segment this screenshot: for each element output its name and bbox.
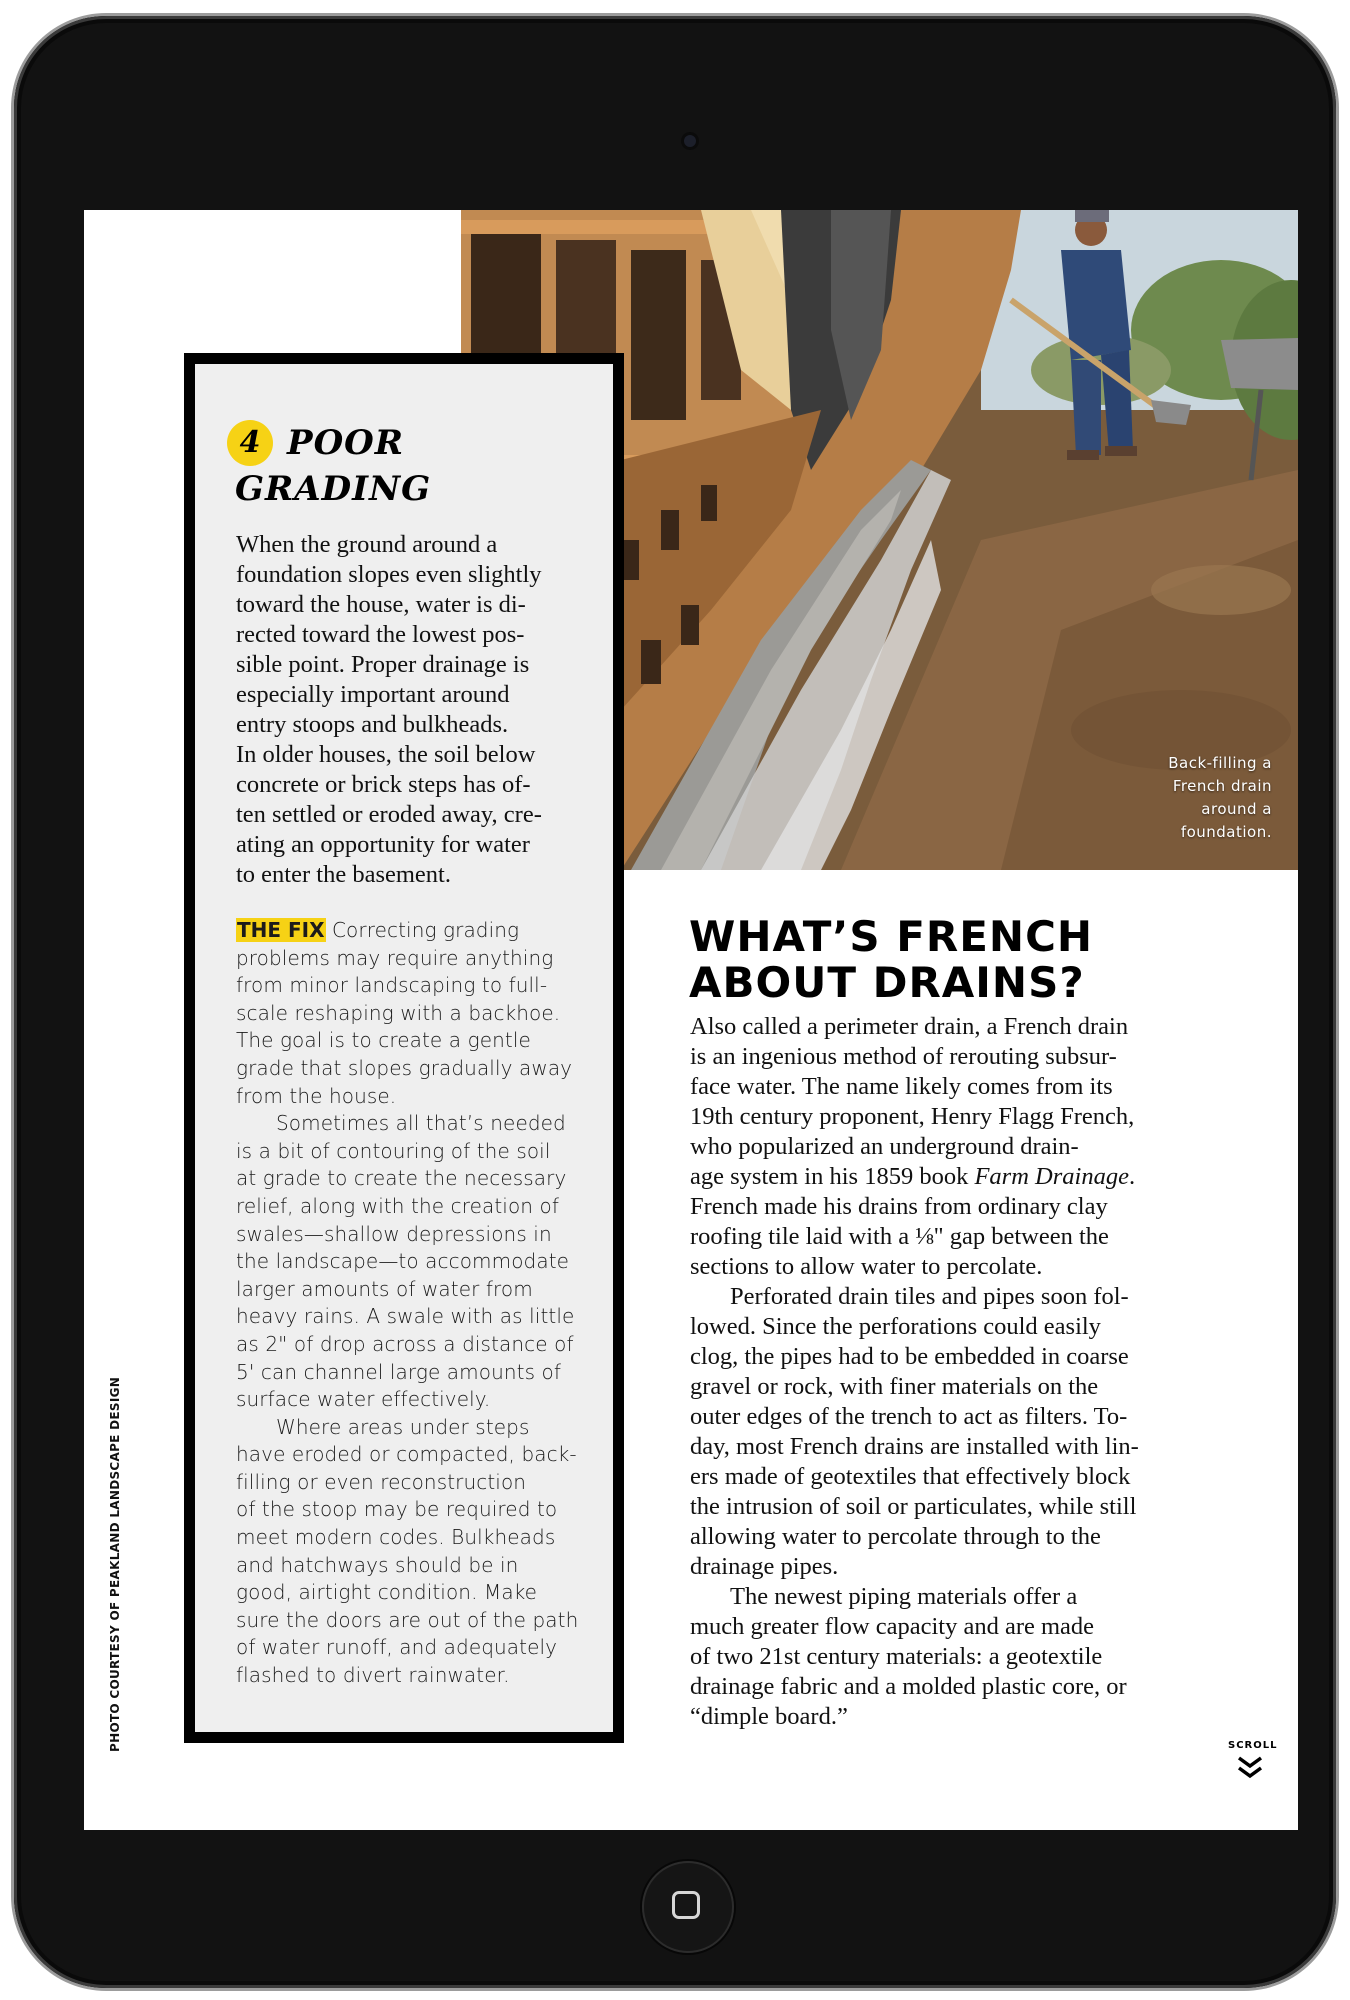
text-line: from the house. (236, 1083, 397, 1108)
book-title: Farm Drainage (974, 1163, 1129, 1190)
text-line (236, 917, 596, 945)
text-line: The goal is to create a gentle (236, 1028, 531, 1053)
text-line: concrete or brick steps has of- (236, 771, 531, 798)
text-line: The newest piping materials offer a (730, 1583, 1078, 1610)
sidebar-intro (236, 530, 591, 890)
camera-icon (684, 135, 696, 147)
text-line: When the ground around a (236, 531, 498, 558)
text-line: of the stoop may be required to (236, 1497, 558, 1522)
caption-line: French drain (1172, 777, 1272, 795)
article-title-line2: ABOUT DRAINS? (689, 958, 1085, 1007)
text-line: who popularized an underground drain- (690, 1133, 1079, 1160)
text-line: 19th century proponent, Henry Flagg French, (690, 1103, 1135, 1130)
caption-line: around a (1201, 800, 1272, 818)
text-line: 5' can channel large amounts of (236, 1359, 562, 1384)
text-line: French made his drains from ordinary clay (690, 1193, 1108, 1220)
text-line: the landscape—to accommodate (236, 1249, 570, 1274)
text-line: “dimple board.” (690, 1703, 848, 1730)
text-line: gravel or rock, with finer materials on the (690, 1373, 1099, 1400)
text-line: flashed to divert rainwater. (236, 1663, 510, 1688)
tablet-frame (14, 16, 1336, 1988)
text-line: meet modern codes. Bulkheads (236, 1525, 556, 1550)
text-line: drainage pipes. (690, 1553, 839, 1580)
text-line: at grade to create the necessary (236, 1166, 567, 1191)
the-fix-label: THE FIX (237, 918, 325, 942)
text-line: relief, along with the creation of (236, 1193, 559, 1218)
double-chevron-down-icon (1235, 1755, 1265, 1781)
text-line: Where areas under steps (276, 1414, 530, 1439)
home-button[interactable] (642, 1861, 734, 1953)
the-fix-section (236, 917, 596, 1690)
text-line: outer edges of the trench to act as filters. To- (690, 1403, 1128, 1430)
text-line: roofing tile laid with a ⅛" gap between the (690, 1223, 1109, 1250)
text-line: toward the house, water is di- (236, 591, 526, 618)
text-line: problems may require anything (236, 945, 554, 970)
sidebar-title-line2: GRADING (235, 469, 432, 509)
text-line: grade that slopes gradually away (236, 1055, 573, 1080)
fix-first-line: Correcting grading (325, 918, 520, 942)
text-line: ers made of geotextiles that effectively block (690, 1463, 1131, 1490)
text-line: the intrusion of soil or particulates, while still (690, 1493, 1137, 1520)
poor-grading-sidebar (184, 353, 624, 1743)
book-prefix: age system in his 1859 book (690, 1163, 975, 1190)
text-line: day, most French drains are installed with lin- (690, 1433, 1139, 1460)
caption-line: Back-filling a (1168, 754, 1272, 772)
article-title-line1: WHAT’S FRENCH (689, 912, 1094, 961)
text-line: to enter the basement. (236, 861, 451, 888)
text-line: larger amounts of water from (236, 1276, 533, 1301)
photo-caption (1132, 752, 1272, 844)
text-line: Perforated drain tiles and pipes soon fol- (730, 1283, 1129, 1310)
text-line: of water runoff, and adequately (236, 1635, 558, 1660)
text-line: foundation slopes even slightly (236, 561, 542, 588)
book-suffix: . (1128, 1163, 1136, 1190)
home-square-icon (672, 1891, 700, 1919)
text-line (690, 1162, 1210, 1192)
text-line: drainage fabric and a molded plastic core, or (690, 1673, 1127, 1700)
number-badge: 4 (227, 420, 273, 466)
text-line: is a bit of contouring of the soil (236, 1138, 551, 1163)
text-line: good, airtight condition. Make (236, 1580, 538, 1605)
article-body (690, 1012, 1210, 1732)
text-line: In older houses, the soil below (236, 741, 536, 768)
text-line: lowed. Since the perforations could easily (690, 1313, 1101, 1340)
article-title (689, 914, 1093, 1006)
text-line: especially important around (236, 681, 510, 708)
text-line: allowing water to percolate through to the (690, 1523, 1101, 1550)
text-line: and hatchways should be in (236, 1552, 519, 1577)
text-line: scale reshaping with a backhoe. (236, 1000, 561, 1025)
text-line: sections to allow water to percolate. (690, 1253, 1043, 1280)
text-line: swales—shallow depressions in (236, 1221, 552, 1246)
text-line: sure the doors are out of the path (236, 1607, 579, 1632)
magazine-page[interactable] (84, 210, 1298, 1830)
text-line: filling or even reconstruction (236, 1469, 527, 1494)
text-line: entry stoops and bulkheads. (236, 711, 509, 738)
text-line: clog, the pipes had to be embedded in coarse (690, 1343, 1129, 1370)
scroll-label: SCROLL (1228, 1740, 1278, 1751)
text-line: is an ingenious method of rerouting subsur- (690, 1043, 1117, 1070)
text-line: ten settled or eroded away, cre- (236, 801, 542, 828)
text-line: have eroded or compacted, back- (236, 1442, 577, 1467)
text-line: much greater flow capacity and are made (690, 1613, 1095, 1640)
text-line: Sometimes all that’s needed (276, 1111, 566, 1136)
text-line: face water. The name likely comes from its (690, 1073, 1113, 1100)
text-line: Also called a perimeter drain, a French drain (690, 1013, 1129, 1040)
text-line: ating an opportunity for water (236, 831, 530, 858)
text-line: from minor landscaping to full- (236, 973, 548, 998)
text-line: of two 21st century materials: a geotextile (690, 1643, 1103, 1670)
sidebar-title-line1: POOR (287, 423, 405, 463)
text-line: surface water effectively. (236, 1387, 491, 1412)
scroll-indicator[interactable] (1228, 1740, 1278, 1781)
text-line: as 2" of drop across a distance of (236, 1331, 574, 1356)
photo-credit: PHOTO COURTESY OF PEAKLAND LANDSCAPE DESIGN (108, 1376, 122, 1752)
text-line: heavy rains. A swale with as little (236, 1304, 575, 1329)
caption-line: foundation. (1180, 823, 1272, 841)
text-line: sible point. Proper drainage is (236, 651, 530, 678)
text-line: rected toward the lowest pos- (236, 621, 525, 648)
